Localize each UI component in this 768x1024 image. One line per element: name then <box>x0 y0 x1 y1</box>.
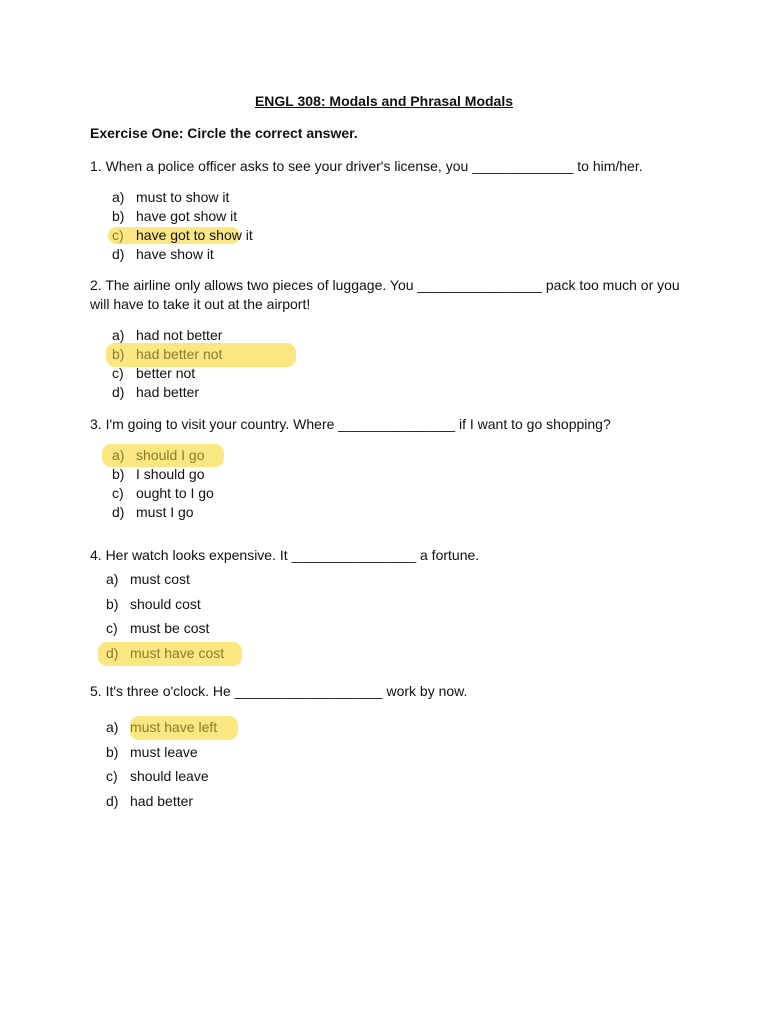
option-letter: b) <box>112 346 125 362</box>
option-letter: b) <box>106 743 119 760</box>
option-letter: d) <box>112 384 125 400</box>
option-letter: a) <box>112 189 125 205</box>
question-5 <box>90 682 680 701</box>
option-letter: c) <box>112 227 124 243</box>
option-letter: c) <box>112 365 124 381</box>
option-letter: a) <box>106 571 119 587</box>
option-text: must cost <box>130 571 190 587</box>
option-letter: b) <box>112 466 125 482</box>
option-text: must have left <box>130 719 218 735</box>
option-text: ought to I go <box>136 485 214 501</box>
option-text: must have cost <box>130 645 225 662</box>
question-5-stem: 5. It's three o'clock. He ___________________ work by now. <box>90 683 468 699</box>
option-text: must I go <box>136 504 194 520</box>
option-text: I should go <box>136 466 205 482</box>
exercise-instructions: Exercise One: Circle the correct answer. <box>90 125 358 141</box>
option-letter: b) <box>112 208 125 224</box>
option-text: had better not <box>136 346 223 362</box>
page-title: ENGL 308: Modals and Phrasal Modals <box>254 93 514 109</box>
question-1-stem: 1. When a police officer asks to see your driver's license, you _____________ to him/her. <box>90 158 643 174</box>
option-letter: a) <box>112 327 125 343</box>
option-text: better not <box>136 365 196 381</box>
option-text: should cost <box>130 595 201 612</box>
option-text: have show it <box>136 246 214 262</box>
option-letter: c) <box>106 620 118 637</box>
option-letter: d) <box>106 793 119 810</box>
option-text: had better <box>130 793 194 810</box>
option-letter: c) <box>112 485 124 501</box>
option-text: must to show it <box>136 189 230 205</box>
option-letter: a) <box>106 719 119 735</box>
option-text: should leave <box>130 768 209 785</box>
option-text: have got show it <box>136 208 238 224</box>
option-letter: d) <box>112 246 125 262</box>
option-text: must leave <box>130 743 198 760</box>
question-2-stem: 2. The airline only allows two pieces of luggage. You ________________ pack too much or you will have to take it out at the airport! <box>90 277 680 312</box>
question-4-stem: 4. Her watch looks expensive. It ________________ a fortune. <box>90 547 480 563</box>
question-4 <box>90 546 680 565</box>
option-text: had better <box>136 384 200 400</box>
option-letter: b) <box>106 595 119 612</box>
option-text: had not better <box>136 327 223 343</box>
option-letter: d) <box>106 645 119 662</box>
option-letter: a) <box>112 447 125 463</box>
option-text: must be cost <box>130 620 210 637</box>
question-3 <box>90 415 680 434</box>
option-text: have got to show it <box>136 227 253 243</box>
option-text: should I go <box>136 447 205 463</box>
option-letter: d) <box>112 504 125 520</box>
question-2 <box>90 276 680 314</box>
question-3-stem: 3. I'm going to visit your country. Where _______________ if I want to go shopping? <box>90 416 611 432</box>
option-letter: c) <box>106 768 118 785</box>
question-1 <box>90 157 680 176</box>
